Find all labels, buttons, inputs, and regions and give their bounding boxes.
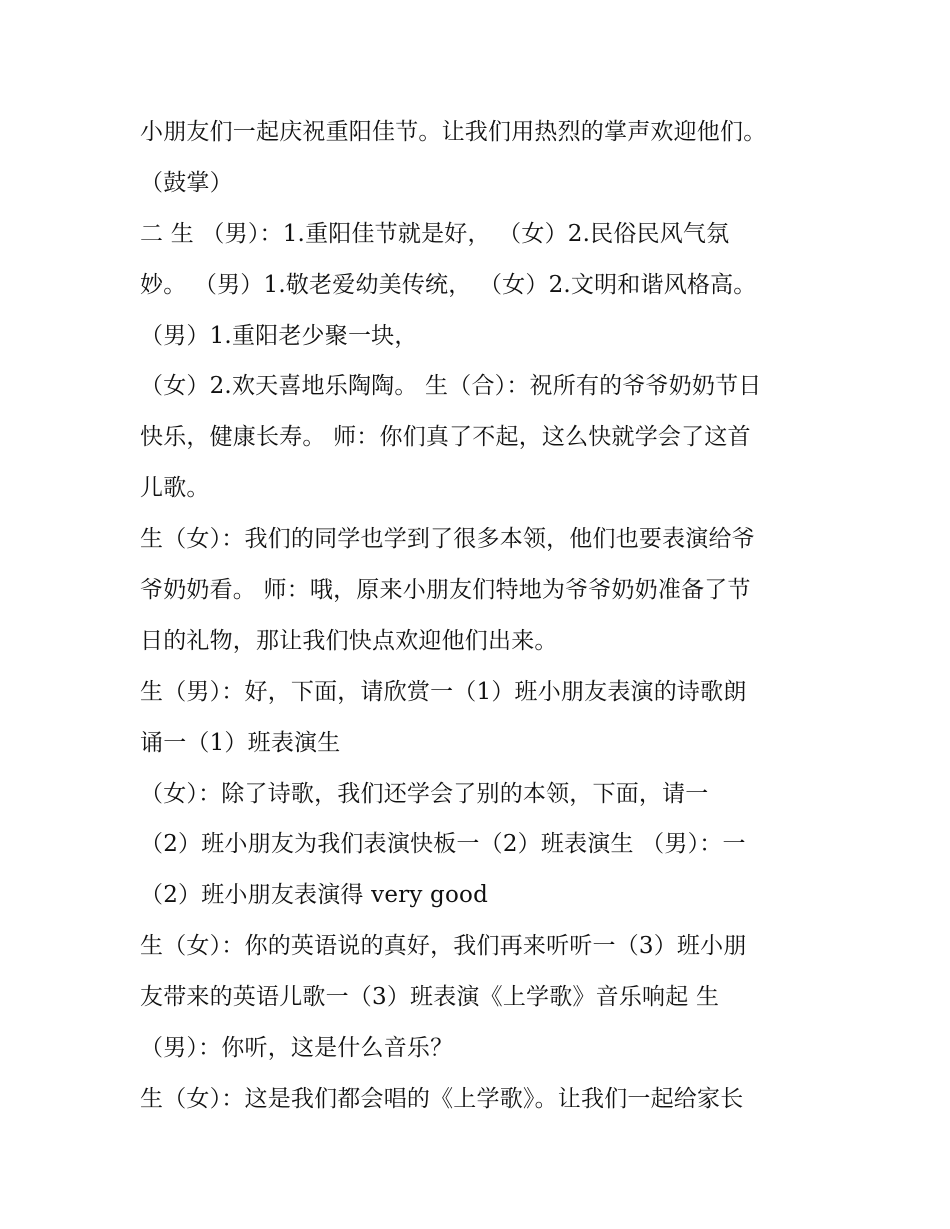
text-line: 快乐，健康长寿。 师：你们真了不起，这么快就学会了这首 bbox=[140, 424, 751, 451]
text-line: （女）：除了诗歌，我们还学会了别的本领，下面，请一 bbox=[140, 780, 709, 807]
text-line: 二 生 （男）：1.重阳佳节就是好， （女）2.民俗民风气氛 bbox=[140, 220, 730, 247]
text-line: （女）2.欢天喜地乐陶陶。 生（合）：祝所有的爷爷奶奶节日 bbox=[140, 373, 762, 400]
text-line: （男）：你听，这是什么音乐？ bbox=[140, 1035, 454, 1062]
text-line: （2）班小朋友为我们表演快板一（2）班表演生 （男）：一 bbox=[140, 831, 746, 858]
text-line: 爷奶奶看。 师：哦，原来小朋友们特地为爷爷奶奶准备了节 bbox=[140, 577, 751, 604]
text-line: 诵一（1）班表演生 bbox=[140, 729, 341, 756]
text-line: 生（女）：我们的同学也学到了很多本领，他们也要表演给爷 bbox=[140, 526, 755, 553]
text-line: 儿歌。 bbox=[140, 475, 210, 502]
document-body bbox=[140, 107, 830, 1125]
text-line: 生（男）：好，下面，请欣赏一（1）班小朋友表演的诗歌朗 bbox=[140, 678, 747, 705]
text-line: （男）1.重阳老少聚一块， bbox=[140, 322, 418, 349]
text-line: （2）班小朋友表演得 very good bbox=[140, 882, 488, 909]
text-line: 日的礼物，那让我们快点欢迎他们出来。 bbox=[140, 627, 558, 654]
text-line: 小朋友们一起庆祝重阳佳节。让我们用热烈的掌声欢迎他们。 bbox=[140, 119, 767, 145]
text-line: 生（女）：你的英语说的真好，我们再来听听一（3）班小朋 bbox=[140, 933, 747, 960]
text-line: （鼓掌） bbox=[140, 169, 233, 196]
text-line: 妙。 （男）1.敬老爱幼美传统， （女）2.文明和谐风格高。 bbox=[140, 271, 757, 298]
text-line: 生（女）：这是我们都会唱的《上学歌》。让我们一起给家长 bbox=[140, 1085, 744, 1112]
text-line: 友带来的英语儿歌一（3）班表演《上学歌》音乐响起 生 bbox=[140, 984, 720, 1011]
